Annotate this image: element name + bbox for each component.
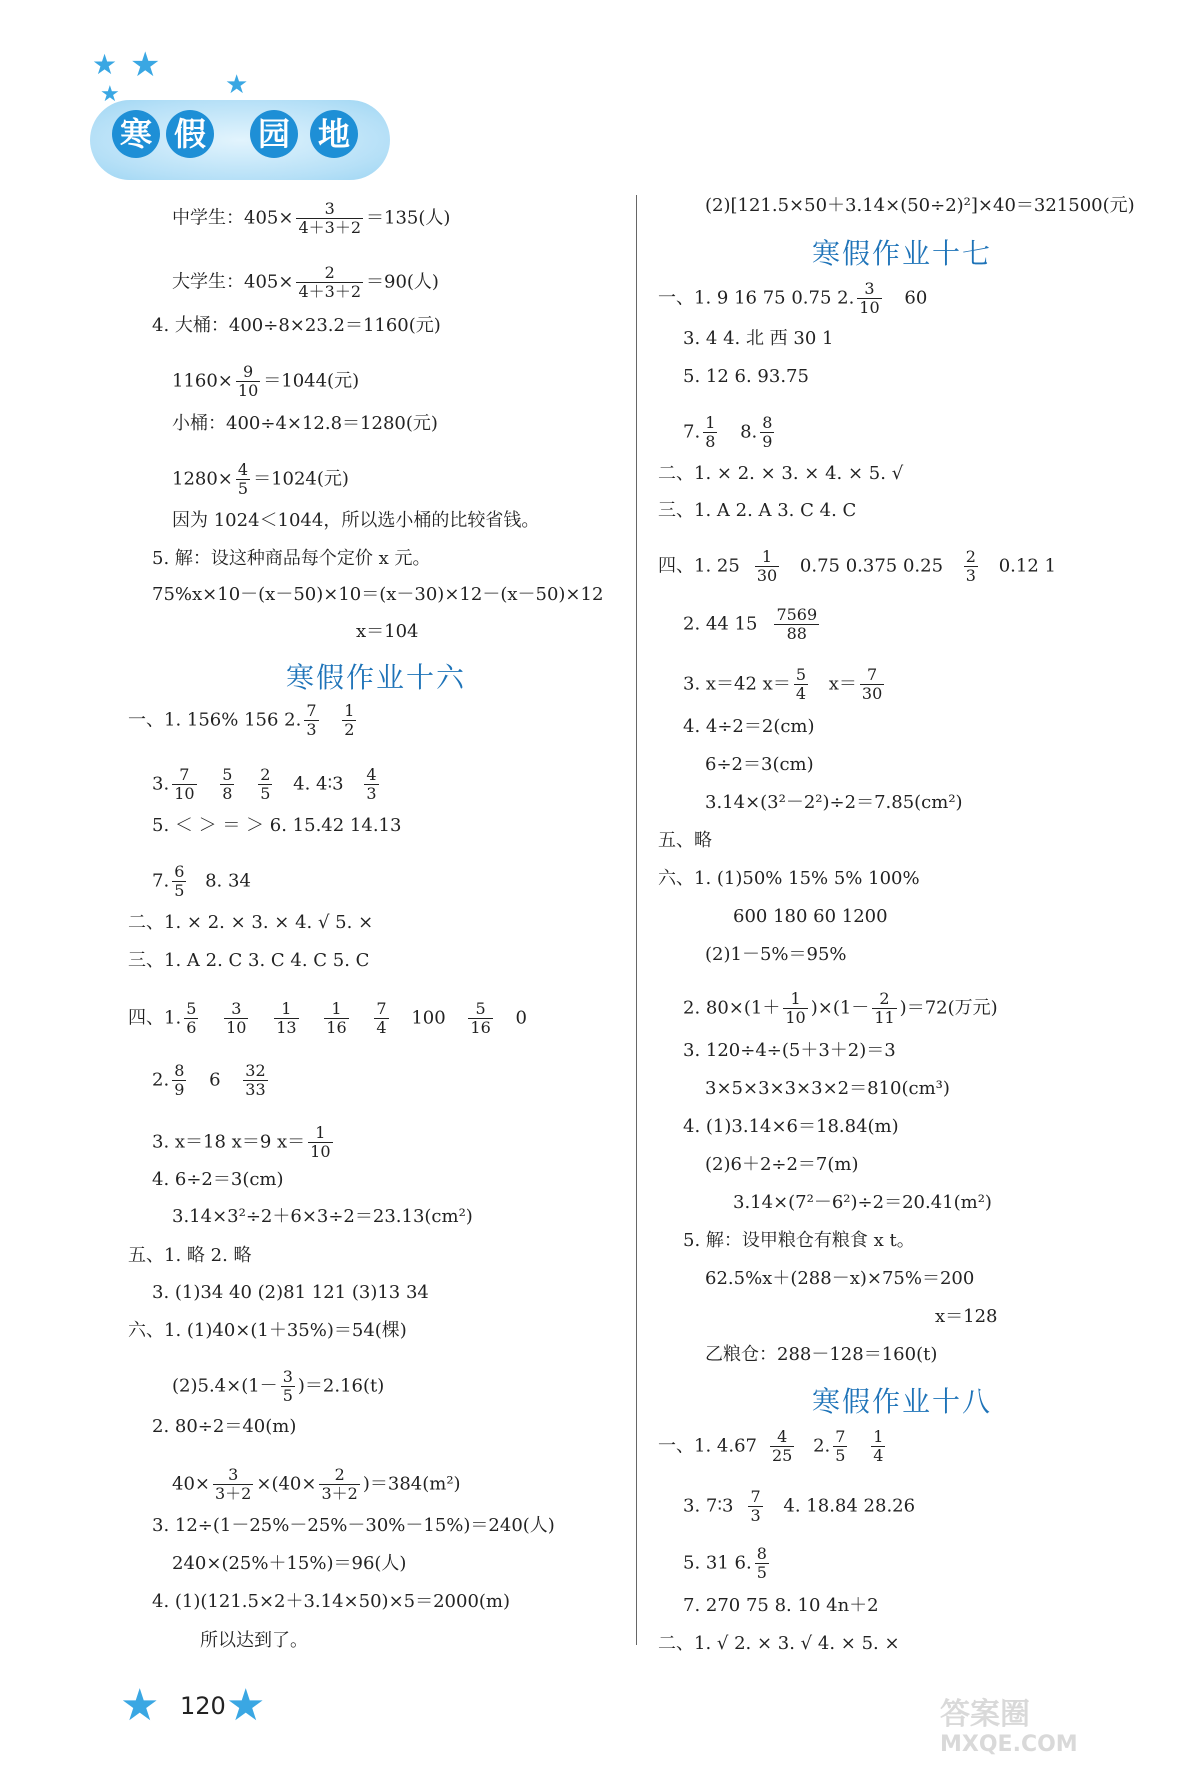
answer-line: x＝104: [356, 621, 419, 642]
section-title-18: 寒假作业十八: [812, 1385, 993, 1418]
answer-line: 3. x＝18 x＝9 x＝ $\frac{1}{10}$: [152, 1123, 331, 1161]
answer-line: 中学生：405× $\frac{3}{4+3+2}$ ＝135(人): [172, 199, 451, 237]
answer-line: 大学生：405× $\frac{2}{4+3+2}$ ＝90(人): [172, 263, 439, 301]
answer-line: 六、1. (1)50% 15% 5% 100%: [658, 868, 920, 889]
answer-line: 所以达到了。: [200, 1630, 308, 1651]
answer-line: 三、1. A 2. A 3. C 4. C: [658, 500, 857, 521]
answer-line: 62.5%x＋(288－x)×75%＝200: [705, 1268, 975, 1289]
answer-line: 1160× $\frac{9}{10}$ ＝1044(元): [172, 362, 360, 400]
answer-line: 2. 80÷2＝40(m): [152, 1416, 297, 1437]
answer-line: 3.14×3²÷2＋6×3÷2＝23.13(cm²): [172, 1206, 473, 1227]
answer-line: 3. 120÷4÷(5＋3＋2)＝3: [683, 1040, 896, 1061]
answer-line: 7. 270 75 8. 10 4n＋2: [683, 1595, 879, 1616]
answer-line: 3. (1)34 40 (2)81 121 (3)13 34: [152, 1282, 429, 1303]
answer-line: 7. $\frac{6}{5}$ 8. 34: [152, 862, 251, 900]
watermark-line1: 答案圈: [940, 1697, 1030, 1732]
answer-line: 3.14×(3²－2²)÷2＝7.85(cm²): [705, 792, 963, 813]
answer-line: 3. 12÷(1－25%－25%－30%－15%)＝240(人): [152, 1515, 555, 1536]
answer-line: 2. 44 15 $\frac{7569}{88}$: [683, 605, 818, 643]
answer-line: 二、1. √ 2. × 3. √ 4. × 5. ×: [658, 1633, 900, 1654]
answer-line: 二、1. × 2. × 3. × 4. × 5. √: [658, 463, 904, 484]
answer-line: 3. 4 4. 北 西 30 1: [683, 328, 834, 349]
answer-line: 2. 80×(1＋ $\frac{1}{10}$ )×(1－ $\frac{2}{11}$ )＝72(万元): [683, 989, 998, 1027]
page-number: 120: [180, 1692, 226, 1720]
answer-line: 小桶：400÷4×12.8＝1280(元): [172, 413, 438, 434]
answer-line: 3. $\frac{7}{10}$ $\frac{5}{8}$ $\frac{2}{5}$ 4. 4∶3 $\frac{4}{3}$: [152, 765, 377, 803]
answer-line: 二、1. × 2. × 3. × 4. √ 5. ×: [128, 912, 374, 933]
answer-line: 四、1. 25 $\frac{1}{30}$ 0.75 0.375 0.25 $\frac{2}{3}$ 0.12 1: [658, 547, 1056, 585]
answer-line: 一、1. 156% 156 2. $\frac{7}{3}$ $\frac{1}{2}$: [128, 701, 355, 739]
answer-line: 3. x＝42 x＝ $\frac{5}{4}$ x＝ $\frac{7}{30}$: [683, 665, 883, 703]
answer-line: 4. 4÷2＝2(cm): [683, 716, 815, 737]
header-logo-char: 假: [166, 110, 214, 158]
star-icon: ★: [92, 48, 118, 81]
answer-line: 240×(25%＋15%)＝96(人): [172, 1553, 407, 1574]
answer-line: 五、1. 略 2. 略: [128, 1245, 252, 1266]
watermark: [940, 1697, 1078, 1760]
answer-line: 75%x×10－(x－50)×10＝(x－30)×12－(x－50)×12: [152, 584, 604, 605]
answer-line: 六、1. (1)40×(1＋35%)＝54(棵): [128, 1320, 407, 1341]
answer-line: x＝128: [935, 1306, 998, 1327]
answer-line: 5. 12 6. 93.75: [683, 366, 809, 387]
answer-line: 3.14×(7²－6²)÷2＝20.41(m²): [733, 1192, 992, 1213]
answer-line: 4. 6÷2＝3(cm): [152, 1169, 284, 1190]
header-logo-char: 地: [310, 110, 358, 158]
answer-line: 一、1. 9 16 75 0.75 2. $\frac{3}{10}$ 60: [658, 279, 928, 317]
answer-line: 四、1. $\frac{5}{6}$ $\frac{3}{10}$ $\frac{1}{13}$ $\frac{1}{16}$ $\frac{7}{4}$ 100 $\frac{5}{16}$ 0: [128, 999, 527, 1037]
section-title-17: 寒假作业十七: [812, 237, 993, 270]
answer-line: 乙粮仓：288－128＝160(t): [705, 1344, 938, 1365]
answer-line: (2)[121.5×50＋3.14×(50÷2)²]×40＝321500(元): [705, 195, 1135, 216]
answer-line: 7. $\frac{1}{8}$ 8. $\frac{8}{9}$: [683, 413, 773, 451]
answer-line: 40× $\frac{3}{3+2}$ ×(40× $\frac{2}{3+2}$ )＝384(m²): [172, 1465, 461, 1503]
answer-line: 2. $\frac{8}{9}$ 6 $\frac{32}{33}$: [152, 1061, 266, 1099]
answer-line: (2)6＋2÷2＝7(m): [705, 1154, 859, 1175]
watermark-line2: MXQE.COM: [940, 1732, 1078, 1757]
answer-line: 4. 大桶：400÷8×23.2＝1160(元): [152, 315, 441, 336]
answer-line: 6÷2＝3(cm): [705, 754, 814, 775]
answer-line: 4. (1)3.14×6＝18.84(m): [683, 1116, 899, 1137]
answer-line: (2)5.4×(1－ $\frac{3}{5}$ )＝2.16(t): [172, 1367, 385, 1405]
answer-line: 三、1. A 2. C 3. C 4. C 5. C: [128, 950, 370, 971]
star-icon: ★: [130, 45, 161, 85]
answer-line: 3×5×3×3×3×2＝810(cm³): [705, 1078, 950, 1099]
answer-line: 1280× $\frac{4}{5}$ ＝1024(元): [172, 460, 349, 498]
answer-line: 600 180 60 1200: [733, 906, 888, 927]
header-logo-char: 园: [250, 110, 298, 158]
answer-line: 一、1. 4.67 $\frac{4}{25}$ 2. $\frac{7}{5}$ $\frac{1}{4}$: [658, 1427, 884, 1465]
answer-line: 5. 解：设甲粮仓有粮食 x t。: [683, 1230, 915, 1251]
answer-line: 5. 31 6. $\frac{8}{5}$: [683, 1544, 767, 1582]
answer-line: 五、略: [658, 830, 712, 851]
header-logo-char: 寒: [112, 110, 160, 158]
star-icon: ★: [100, 82, 120, 107]
star-icon: ★: [120, 1680, 160, 1731]
answer-line: 5. 解：设这种商品每个定价 x 元。: [152, 548, 431, 569]
answer-line: 5. ＜ ＞ ＝ ＞ 6. 15.42 14.13: [152, 815, 402, 836]
answer-line: 3. 7∶3 $\frac{7}{3}$ 4. 18.84 28.26: [683, 1487, 916, 1525]
answer-line: 4. (1)(121.5×2＋3.14×50)×5＝2000(m): [152, 1591, 511, 1612]
answer-line: 因为 1024＜1044，所以选小桶的比较省钱。: [172, 510, 540, 531]
star-icon: ★: [225, 70, 249, 100]
section-title-16: 寒假作业十六: [286, 661, 467, 694]
star-icon: ★: [226, 1680, 266, 1731]
answer-line: (2)1－5%＝95%: [705, 944, 847, 965]
column-divider: [636, 195, 637, 1645]
